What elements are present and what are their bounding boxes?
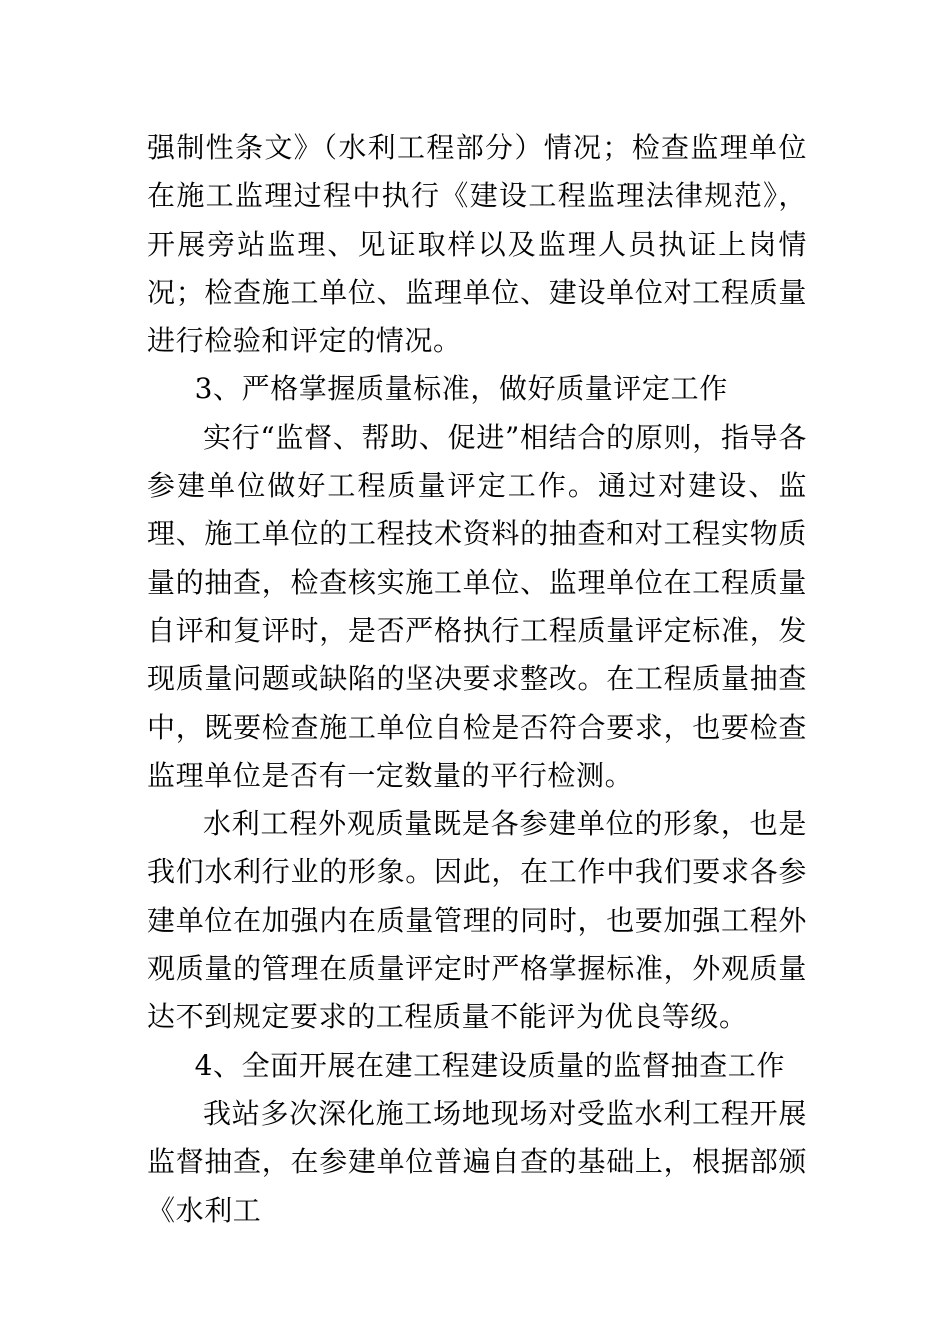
paragraph-appearance-quality: 水利工程外观质量既是各参建单位的形象，也是我们水利行业的形象。因此，在工作中我们要求各参建单位在加强内在质量管理的同时，也要加强工程外观质量的管理在质量评定时严格掌握标准，外观质量达不到规定要求的工程质量不能评为优良等级。 [147, 807, 807, 1034]
section-heading-4: 4、全面开展在建工程建设质量的监督抽查工作 [194, 1048, 786, 1082]
section-heading-3: 3、严格掌握质量标准，做好质量评定工作 [194, 372, 728, 406]
paragraph-quality-evaluation: 实行“监督、帮助、促进”相结合的原则，指导各参建单位做好工程质量评定工作。通过对建设、监理、施工单位的工程技术资料的抽查和对工程实物质量的抽查，检查核实施工单位、监理单位在工程质量自评和复评时，是否严格执行工程质量评定标准，发现质量问题或缺陷的坚决要求整改。在工程质量抽查中，既要检查施工单位自检是否符合要求，也要检查监理单位是否有一定数量的平行检测。 [147, 420, 807, 792]
paragraph-spot-check: 我站多次深化施工场地现场对受监水利工程开展监督抽查，在参建单位普遍自查的基础上，根据部颁《水利工 [147, 1096, 807, 1227]
document-body [147, 124, 807, 1235]
paragraph-continuation: 强制性条文》（水利工程部分）情况；检查监理单位在施工监理过程中执行《建设工程监理法律规范》，开展旁站监理、见证取样以及监理人员执证上岗情况；检查施工单位、监理单位、建设单位对工程质量进行检验和评定的情况。 [147, 131, 807, 358]
